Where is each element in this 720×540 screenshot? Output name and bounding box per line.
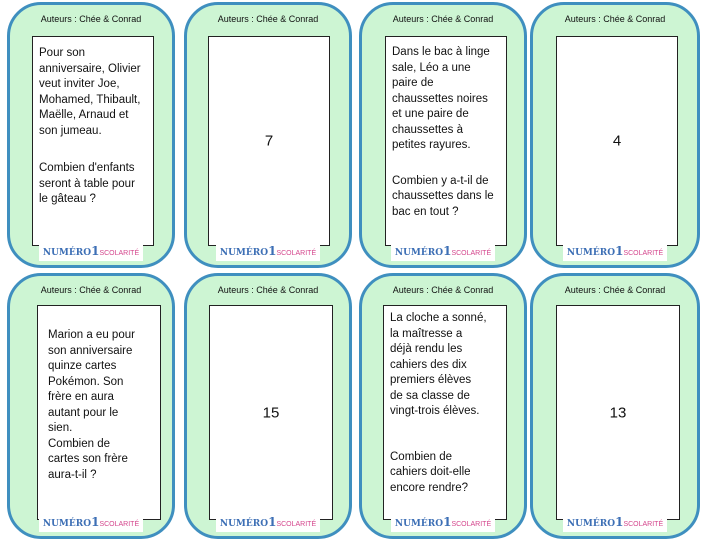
question-line: cahiers doit-elle [390, 466, 471, 478]
question-line: cartes son frère [48, 453, 128, 465]
numero1-scolarite-logo: NUMÉRO1SCOLARITÉ [533, 513, 697, 532]
question-line: anniversaire, Olivier [39, 62, 141, 75]
question-line: cahiers des dix [390, 358, 467, 371]
question-line: premiers élèves [390, 374, 472, 386]
question-text [38, 306, 160, 483]
card-7 [359, 273, 527, 539]
card-8 [530, 273, 700, 539]
question-panel [37, 305, 161, 520]
question-line: petites rayures. [392, 139, 471, 151]
question-line: et une paire de [392, 108, 469, 120]
numero1-scolarite-logo: NUMÉRO1SCOLARITÉ [533, 242, 697, 261]
author-label: Auteurs : Chée & Conrad [392, 14, 494, 24]
numero1-scolarite-logo: NUMÉRO1SCOLARITÉ [10, 242, 172, 261]
question-line: sien. [48, 422, 73, 434]
answer-number: 4 [612, 132, 622, 150]
question-line: Dans le bac à linge [392, 46, 490, 58]
answer-number: 7 [264, 132, 274, 150]
card-2 [184, 2, 352, 268]
question-line: Pokémon. Son [48, 375, 124, 388]
author-label: Auteurs : Chée & Conrad [564, 14, 666, 24]
question-line: autant pour le [48, 406, 119, 419]
card-6 [184, 273, 352, 539]
author-label: Auteurs : Chée & Conrad [40, 285, 142, 295]
numero1-scolarite-logo: NUMÉRO1SCOLARITÉ [10, 513, 172, 532]
question-line: paire de [392, 77, 434, 89]
answer-panel [556, 36, 678, 246]
question-text [384, 306, 506, 496]
answer-panel [209, 305, 333, 520]
question-line: le gâteau ? [39, 193, 96, 205]
question-text [386, 37, 506, 220]
card-3 [359, 2, 527, 268]
question-line: de sa classe de [390, 389, 470, 402]
question-text [33, 37, 153, 208]
question-panel [383, 305, 507, 520]
question-line: encore rendre? [390, 481, 468, 494]
numero1-scolarite-logo: NUMÉRO1SCOLARITÉ [362, 513, 524, 532]
question-line: frère en aura [48, 391, 114, 403]
question-line: Maëlle, Arnaud et [39, 109, 129, 121]
question-line: son anniversaire [48, 344, 133, 357]
question-line: aura-t-il ? [48, 468, 97, 481]
answer-panel [208, 36, 330, 246]
question-line: son jumeau. [39, 124, 102, 137]
answer-number: 15 [262, 404, 280, 421]
card-4 [530, 2, 700, 268]
question-line: veut inviter Joe, [39, 78, 120, 90]
numero1-scolarite-logo: NUMÉRO1SCOLARITÉ [187, 242, 349, 261]
author-label: Auteurs : Chée & Conrad [392, 285, 494, 295]
author-label: Auteurs : Chée & Conrad [217, 14, 319, 24]
question-line: la maîtresse a [390, 327, 463, 340]
numero1-scolarite-logo: NUMÉRO1SCOLARITÉ [187, 513, 349, 532]
question-line: sale, Léo a une [392, 61, 471, 74]
answer-panel [556, 305, 680, 520]
question-line: déjà rendu les [390, 343, 463, 355]
question-line: chaussettes à [392, 123, 463, 136]
answer-number: 13 [609, 404, 627, 421]
question-line: seront à table pour [39, 177, 135, 190]
author-label: Auteurs : Chée & Conrad [40, 14, 142, 24]
question-line: Combien y a-t-il de [392, 174, 489, 187]
question-line: La cloche a sonné, [390, 312, 487, 324]
question-line: Combien de [48, 437, 111, 450]
author-label: Auteurs : Chée & Conrad [217, 285, 319, 295]
author-label: Auteurs : Chée & Conrad [564, 285, 666, 295]
question-line: Pour son [39, 47, 86, 59]
question-line: vingt-trois élèves. [390, 405, 480, 417]
card-5 [7, 273, 175, 539]
question-line: bac en tout ? [392, 205, 459, 218]
question-line: chaussettes dans le [392, 190, 494, 202]
question-line: Mohamed, Thibault, [39, 93, 141, 106]
numero1-scolarite-logo: NUMÉRO1SCOLARITÉ [362, 242, 524, 261]
card-1 [7, 2, 175, 268]
question-line: chaussettes noires [392, 92, 488, 105]
question-line: quinze cartes [48, 360, 117, 372]
question-line: Marion a eu pour [48, 329, 135, 341]
question-line: Combien d'enfants [39, 162, 135, 174]
question-panel [385, 36, 507, 246]
question-panel [32, 36, 154, 246]
question-line: Combien de [390, 450, 453, 463]
